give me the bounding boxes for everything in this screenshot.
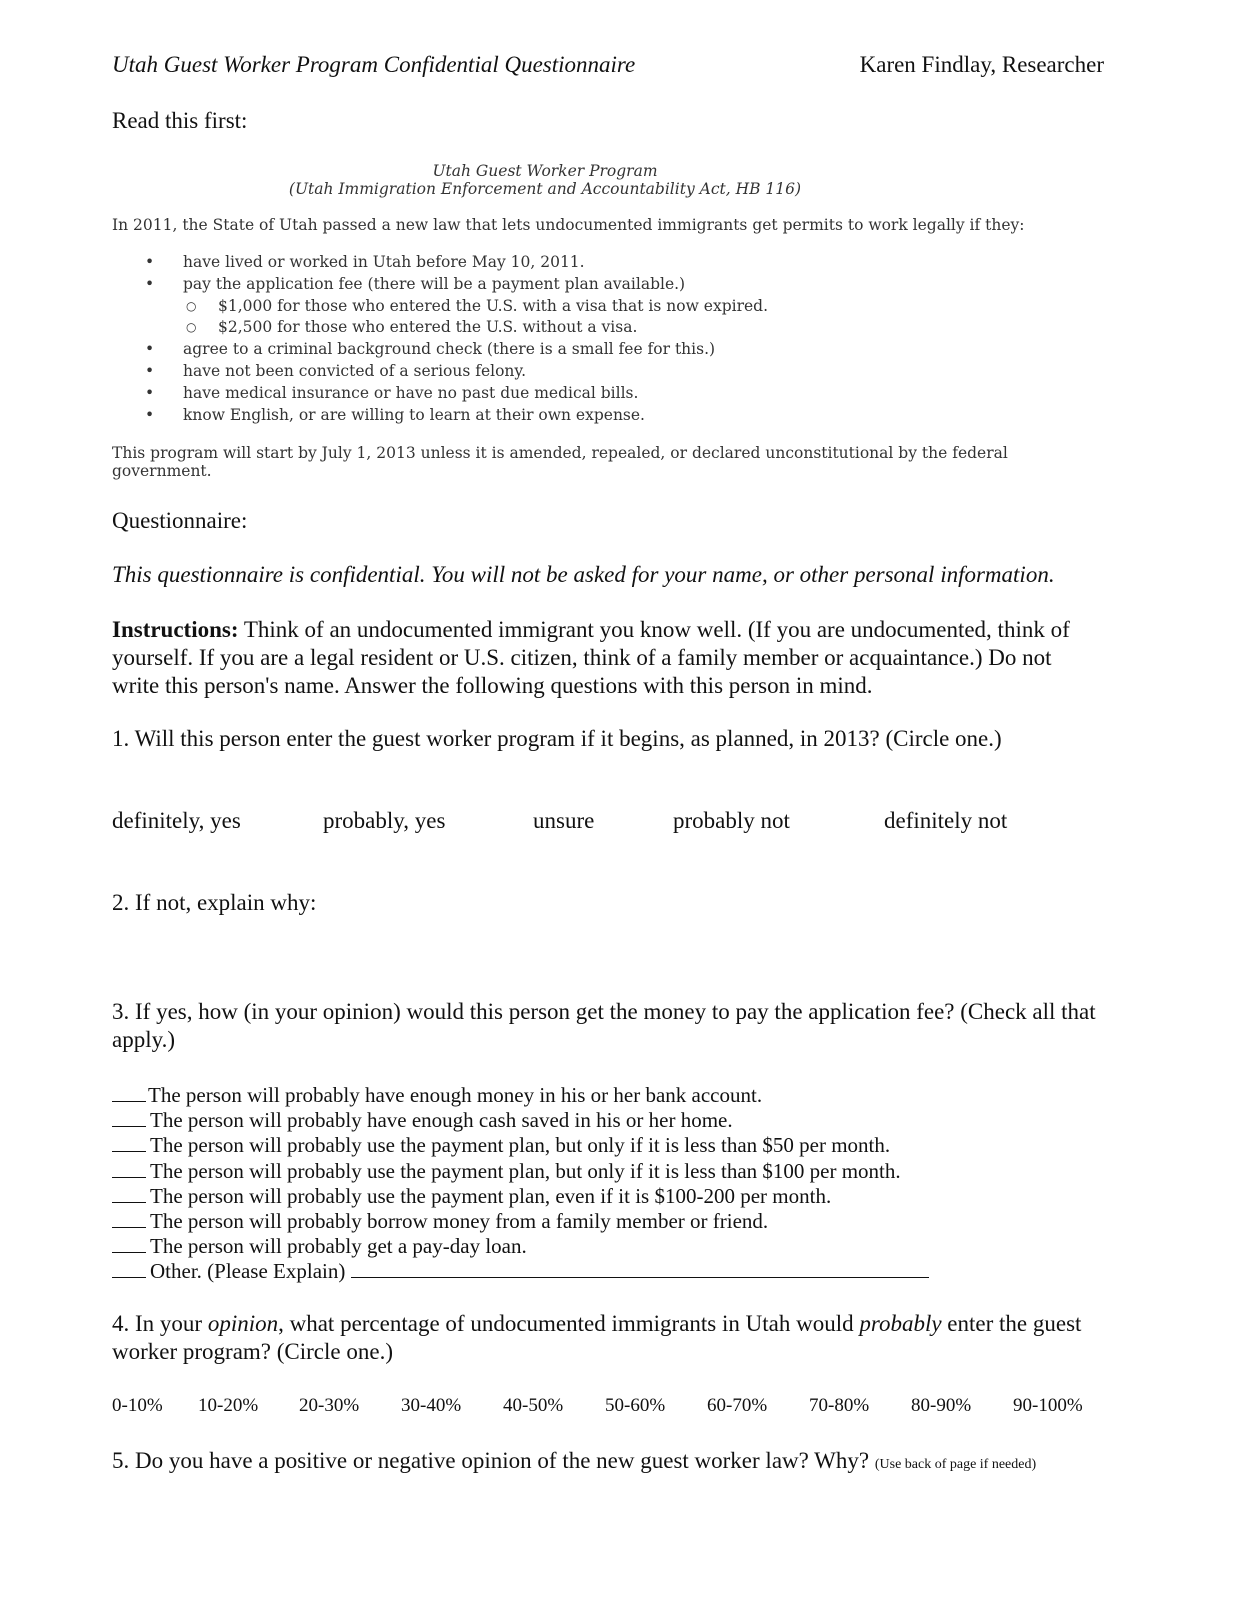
- bullet-icon: •: [145, 361, 155, 380]
- read-first-heading: Read this first:: [112, 108, 248, 133]
- q4-option[interactable]: 60-70%: [707, 1395, 768, 1416]
- list-item: The person will probably use the payment plan, even if it is $100-200 per month.: [112, 1183, 1102, 1208]
- explain-input-line[interactable]: [351, 1258, 929, 1278]
- list-item: • have not been convicted of a serious felony.: [112, 361, 1102, 383]
- question-5: 5. Do you have a positive or negative opinion of the new guest worker law? Why? (Use back of page if needed): [112, 1448, 1037, 1473]
- list-item: ○ $2,500 for those who entered the U.S. without a visa.: [112, 317, 1102, 339]
- q4-option[interactable]: 90-100%: [1013, 1395, 1083, 1416]
- q1-option-definitely-not[interactable]: definitely not: [884, 808, 1008, 833]
- q4-option[interactable]: 80-90%: [911, 1395, 972, 1416]
- question-3: 3. If yes, how (in your opinion) would this person get the money to pay the application fee? (Check all that apply.): [112, 999, 1096, 1052]
- list-item: Other. (Please Explain): [112, 1258, 1102, 1283]
- instructions-text: Think of an undocumented immigrant you know well. (If you are undocumented, think of yourself. If you are a legal resident or U.S. citizen, think of a family member or acquaintance.) Do not write this person's name. Answer the following questions with this person in mind.: [112, 617, 1070, 698]
- check-blank[interactable]: [112, 1258, 146, 1278]
- q5-note: (Use back of page if needed): [874, 1457, 1037, 1472]
- question-4: 4. In your opinion, what percentage of undocumented immigrants in Utah would probably enter the guest worker program? (Circle one.): [112, 1311, 1082, 1364]
- circle-bullet-icon: ○: [186, 298, 197, 313]
- instructions-label: Instructions:: [112, 617, 239, 642]
- confidentiality-statement: This questionnaire is confidential. You will not be asked for your name, or other personal information.: [112, 562, 1055, 587]
- list-item: • agree to a criminal background check (there is a small fee for this.): [112, 339, 1102, 361]
- question-1: 1. Will this person enter the guest worker program if it begins, as planned, in 2013? (Circle one.): [112, 726, 1002, 751]
- bullet-icon: •: [145, 383, 155, 402]
- circle-bullet-icon: ○: [186, 320, 197, 335]
- check-blank[interactable]: [112, 1183, 146, 1203]
- list-item: The person will probably borrow money from a family member or friend.: [112, 1208, 1102, 1233]
- questionnaire-page: [112, 0, 1102, 1600]
- q1-option-unsure[interactable]: unsure: [533, 808, 595, 833]
- program-subtitle: (Utah Immigration Enforcement and Accountability Act, HB 116): [288, 180, 802, 198]
- question-2: 2. If not, explain why:: [112, 890, 317, 915]
- check-blank[interactable]: [112, 1132, 146, 1152]
- list-item: The person will probably use the payment plan, but only if it is less than $100 per month.: [112, 1158, 1102, 1183]
- q4-option[interactable]: 20-30%: [299, 1395, 360, 1416]
- questionnaire-heading: Questionnaire:: [112, 508, 248, 533]
- check-blank[interactable]: [112, 1082, 146, 1102]
- list-item: • pay the application fee (there will be a payment plan available.): [112, 274, 1102, 296]
- requirements-list: [112, 252, 1102, 426]
- program-intro: In 2011, the State of Utah passed a new law that lets undocumented immigrants get permits to work legally if they:: [112, 216, 1025, 234]
- q4-option[interactable]: 50-60%: [605, 1395, 666, 1416]
- q3-checklist: [112, 1082, 1102, 1284]
- list-item: • have medical insurance or have no past due medical bills.: [112, 383, 1102, 405]
- check-blank[interactable]: [112, 1158, 146, 1178]
- list-item: • have lived or worked in Utah before May 10, 2011.: [112, 252, 1102, 274]
- q4-option[interactable]: 30-40%: [401, 1395, 462, 1416]
- check-blank[interactable]: [112, 1107, 146, 1127]
- instructions: [112, 616, 1102, 700]
- q1-option-probably-yes[interactable]: probably, yes: [323, 808, 446, 833]
- list-item: • know English, or are willing to learn at their own expense.: [112, 405, 1102, 427]
- program-title: Utah Guest Worker Program: [432, 162, 658, 180]
- bullet-icon: •: [145, 253, 155, 271]
- q4-option[interactable]: 70-80%: [809, 1395, 870, 1416]
- researcher-name: Karen Findlay, Researcher: [859, 52, 1104, 77]
- q4-option[interactable]: 10-20%: [198, 1395, 259, 1416]
- list-item: The person will probably have enough money in his or her bank account.: [112, 1082, 1102, 1107]
- q1-option-definitely-yes[interactable]: definitely, yes: [112, 808, 241, 833]
- program-note: This program will start by July 1, 2013 unless it is amended, repealed, or declared unconstitutional by the federal government.: [112, 444, 1008, 480]
- list-item: The person will probably get a pay-day loan.: [112, 1233, 1102, 1258]
- bullet-icon: •: [145, 274, 155, 293]
- document-title: Utah Guest Worker Program Confidential Questionnaire: [112, 52, 636, 77]
- bullet-icon: •: [145, 340, 155, 359]
- bullet-icon: •: [145, 405, 155, 424]
- q1-option-probably-not[interactable]: probably not: [673, 808, 790, 833]
- check-blank[interactable]: [112, 1233, 146, 1253]
- list-item: The person will probably use the payment plan, but only if it is less than $50 per month.: [112, 1132, 1102, 1157]
- list-item: The person will probably have enough cash saved in his or her home.: [112, 1107, 1102, 1132]
- q4-option[interactable]: 0-10%: [112, 1395, 163, 1416]
- check-blank[interactable]: [112, 1208, 146, 1228]
- list-item: ○ $1,000 for those who entered the U.S. with a visa that is now expired.: [112, 296, 1102, 318]
- q4-option[interactable]: 40-50%: [503, 1395, 564, 1416]
